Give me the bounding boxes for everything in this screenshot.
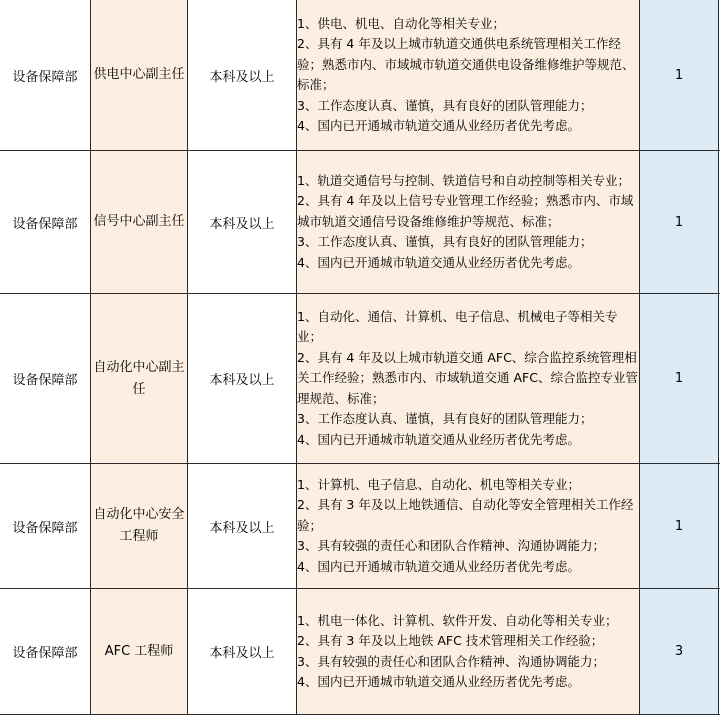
position-cell: 自动化中心副主任 — [91, 294, 188, 464]
requirement-item: 1、自动化、通信、计算机、电子信息、机械电子等相关专业； — [297, 308, 618, 345]
department-cell: 设备保障部 — [0, 294, 91, 464]
table-row — [0, 151, 720, 294]
requirements-cell — [297, 589, 640, 715]
position-cell: 供电中心副主任 — [91, 0, 188, 151]
department-cell: 设备保障部 — [0, 464, 91, 589]
requirement-item: 2、具有 4 年及以上信号专业管理工作经验；熟悉市内、市域城市轨道交通信号设备维修维护等规范、标准； — [297, 193, 634, 229]
requirement-item: 3、具有较强的责任心和团队合作精神、沟通协调能力； — [297, 538, 605, 554]
position-cell: 信号中心副主任 — [91, 151, 188, 294]
headcount-cell: 1 — [640, 0, 719, 151]
requirements-cell — [297, 0, 640, 151]
requirement-item: 4、国内已开通城市轨道交通从业经历者优先考虑。 — [297, 118, 580, 133]
department-cell: 设备保障部 — [0, 589, 91, 715]
education-cell: 本科及以上 — [188, 151, 297, 294]
requirement-item: 3、工作态度认真、谨慎，具有良好的团队管理能力； — [297, 97, 593, 113]
requirement-item: 3、工作态度认真、谨慎，具有良好的团队管理能力； — [297, 234, 593, 250]
table-row — [0, 294, 720, 464]
requirements-cell — [297, 151, 640, 294]
requirement-item: 2、具有 4 年及以上城市轨道交通供电系统管理相关工作经验；熟悉市内、市域城市轨道交通供电设备维修维护等规范、标准； — [297, 36, 635, 92]
requirement-item: 1、计算机、电子信息、自动化、机电等相关专业； — [297, 476, 580, 492]
education-cell: 本科及以上 — [188, 294, 297, 464]
requirement-item: 4、国内已开通城市轨道交通从业经历者优先考虑。 — [297, 558, 580, 574]
position-cell: AFC 工程师 — [91, 589, 188, 715]
department-cell: 设备保障部 — [0, 151, 91, 294]
requirement-item: 3、工作态度认真、谨慎，具有良好的团队管理能力； — [297, 411, 593, 427]
requirement-item: 3、具有较强的责任心和团队合作精神、沟通协调能力； — [297, 653, 605, 669]
requirement-item: 4、国内已开通城市轨道交通从业经历者优先考虑。 — [297, 254, 580, 270]
requirement-item: 1、轨道交通信号与控制、铁道信号和自动控制等相关专业； — [297, 172, 630, 188]
headcount-cell: 3 — [640, 589, 719, 715]
table-row — [0, 464, 720, 589]
requirements-cell — [297, 464, 640, 589]
headcount-cell: 1 — [640, 294, 719, 464]
headcount-cell: 1 — [640, 464, 719, 589]
table-row — [0, 589, 720, 715]
requirement-item: 2、具有 4 年及以上城市轨道交通 AFC、综合监控系统管理相关工作经验；熟悉市内、市域轨道交通 AFC、综合监控专业管理规范、标准； — [297, 349, 638, 406]
requirement-item: 2、具有 3 年及以上地铁 AFC 技术管理相关工作经验； — [297, 633, 604, 648]
education-cell: 本科及以上 — [188, 464, 297, 589]
position-cell: 自动化中心安全工程师 — [91, 464, 188, 589]
requirements-cell — [297, 294, 640, 464]
department-cell: 设备保障部 — [0, 0, 91, 151]
requirement-item: 4、国内已开通城市轨道交通从业经历者优先考虑。 — [297, 431, 580, 447]
education-cell: 本科及以上 — [188, 589, 297, 715]
requirement-item: 1、机电一体化、计算机、软件开发、自动化等相关专业； — [297, 612, 618, 628]
requirement-item: 4、国内已开通城市轨道交通从业经历者优先考虑。 — [297, 674, 580, 689]
education-cell: 本科及以上 — [188, 0, 297, 151]
headcount-cell: 1 — [640, 151, 719, 294]
requirement-item: 2、具有 3 年及以上地铁通信、自动化等安全管理相关工作经验； — [297, 497, 634, 533]
requirement-item: 1、供电、机电、自动化等相关专业； — [297, 15, 505, 31]
table-row — [0, 0, 720, 151]
